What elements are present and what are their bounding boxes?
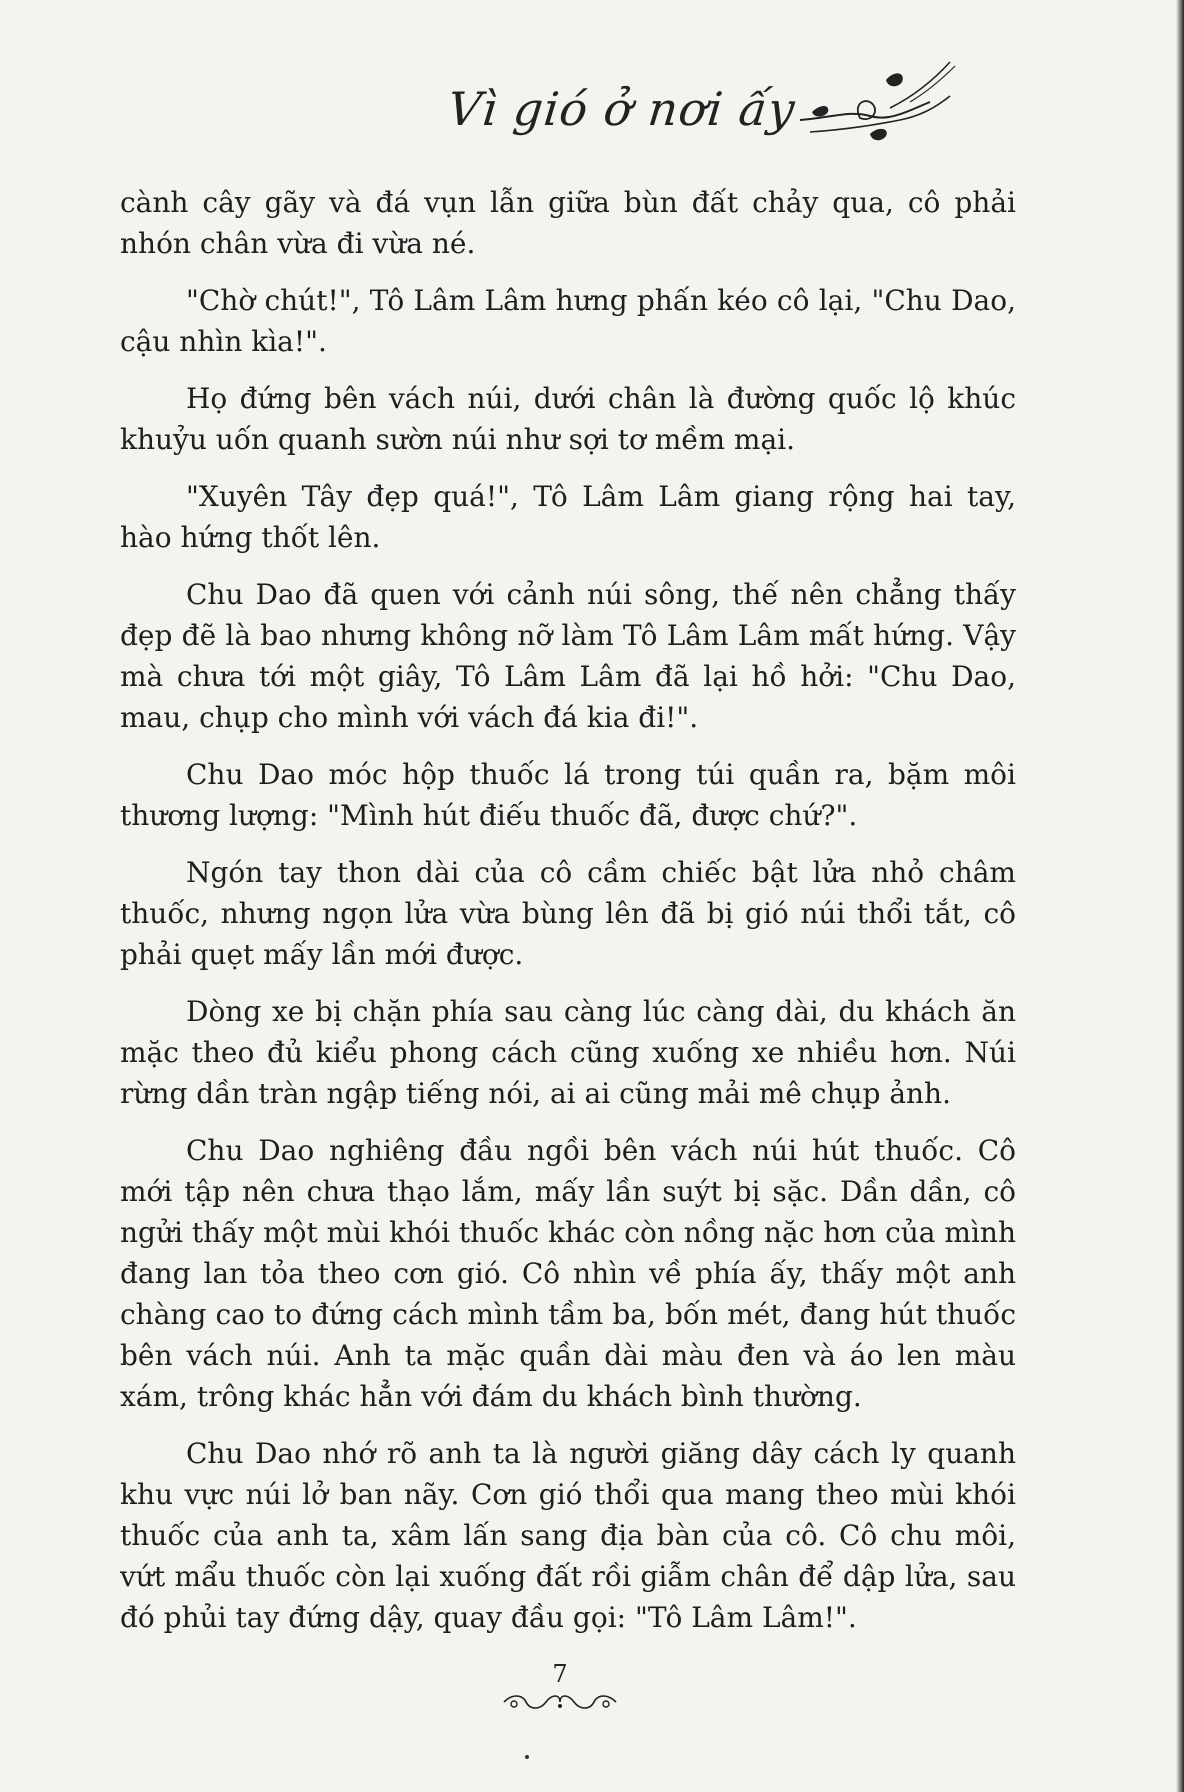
paragraph: cành cây gãy và đá vụn lẫn giữa bùn đất chảy qua, cô phải nhón chân vừa đi vừa né. <box>120 186 1016 260</box>
print-speck <box>525 1755 529 1759</box>
flourish-ornament-icon <box>500 1690 620 1714</box>
paragraph: "Xuyên Tây đẹp quá!", Tô Lâm Lâm giang rộng hai tay, hào hứng thốt lên. <box>120 480 1016 554</box>
page-number: 7 <box>552 1660 568 1688</box>
paragraph: Chu Dao nhớ rõ anh ta là người giăng dây cách ly quanh khu vực núi lở ban nãy. Cơn gió thổi qua mang theo mùi khói thuốc của anh ta, xâm lấn sang địa bàn của cô. Cô chu môi, vứt mẩu thuốc còn lại xuống đất rồi giẫm chân để dập lửa, sau đó phủi tay đứng dậy, quay đầu gọi: "Tô Lâm Lâm!". <box>120 1437 1016 1634</box>
paragraph: Ngón tay thon dài của cô cầm chiếc bật lửa nhỏ châm thuốc, nhưng ngọn lửa vừa bùng lên đã bị gió núi thổi tắt, cô phải quẹt mấy lần mới được. <box>120 856 1016 971</box>
chapter-body-text <box>120 182 1016 1654</box>
paragraph: Dòng xe bị chặn phía sau càng lúc càng dài, du khách ăn mặc theo đủ kiểu phong cách cũng xuống xe nhiều hơn. Núi rừng dần tràn ngập tiếng nói, ai ai cũng mải mê chụp ảnh. <box>120 995 1016 1110</box>
paragraph: Họ đứng bên vách núi, dưới chân là đường quốc lộ khúc khuỷu uốn quanh sườn núi như sợi tơ mềm mại. <box>120 382 1016 456</box>
page-edge-shadow <box>1176 0 1184 1792</box>
running-title: Vì gió ở nơi ấy <box>445 82 799 136</box>
paragraph: Chu Dao móc hộp thuốc lá trong túi quần ra, bặm môi thương lượng: "Mình hút điếu thuốc đã, được chứ?". <box>120 758 1016 832</box>
page-footer <box>0 1660 1184 1730</box>
page-header <box>0 60 1184 170</box>
paragraph: "Chờ chút!", Tô Lâm Lâm hưng phấn kéo cô lại, "Chu Dao, cậu nhìn kìa!". <box>120 284 1016 358</box>
leaf-swirl-ornament-icon <box>790 60 960 160</box>
paragraph: Chu Dao nghiêng đầu ngồi bên vách núi hút thuốc. Cô mới tập nên chưa thạo lắm, mấy lần suýt bị sặc. Dần dần, cô ngửi thấy một mùi khói thuốc khác còn nồng nặc hơn của mình đang lan tỏa theo cơn gió. Cô nhìn về phía ấy, thấy một anh chàng cao to đứng cách mình tầm ba, bốn mét, đang hút thuốc bên vách núi. Anh ta mặc quần dài màu đen và áo len màu xám, trông khác hẳn với đám du khách bình thường. <box>120 1134 1016 1413</box>
paragraph: Chu Dao đã quen với cảnh núi sông, thế nên chẳng thấy đẹp đẽ là bao nhưng không nỡ làm Tô Lâm Lâm mất hứng. Vậy mà chưa tới một giây, Tô Lâm Lâm đã lại hồ hởi: "Chu Dao, mau, chụp cho mình với vách đá kia đi!". <box>120 578 1016 734</box>
